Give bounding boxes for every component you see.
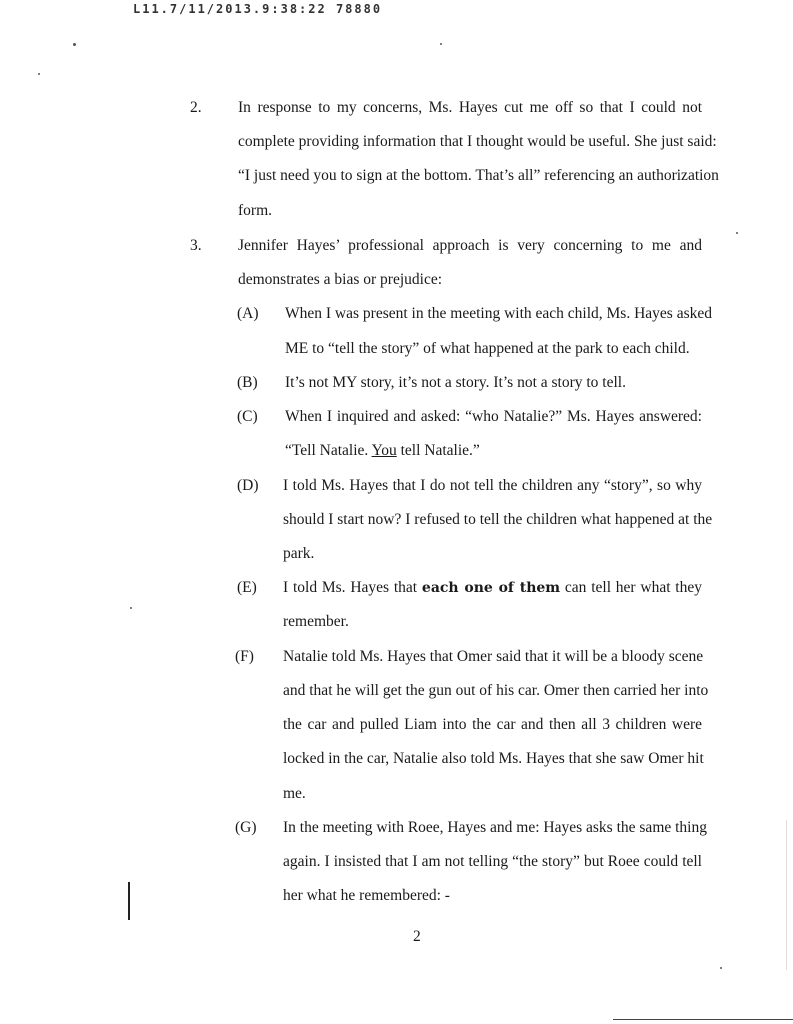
underlined-word: You	[371, 442, 397, 459]
sub-item-line	[283, 579, 702, 597]
quote-close: tell Natalie.”	[396, 442, 480, 459]
sub-item-line: locked in the car, Natalie also told Ms. Hayes that she saw Omer hit	[283, 750, 704, 767]
paragraph-line: form.	[238, 202, 273, 219]
scan-edge	[786, 820, 787, 970]
sub-item-line: park.	[283, 545, 315, 562]
paragraph-line: In response to my concerns, Ms. Hayes cut me off so that I could not	[238, 99, 702, 116]
sub-item-label: (C)	[237, 408, 258, 425]
scan-speck	[736, 232, 738, 234]
sub-item-line: should I start now? I refused to tell the children what happened at the	[283, 511, 713, 528]
paragraph-line: Jennifer Hayes’ professional approach is very concerning to me and	[238, 237, 702, 254]
sub-item-label: (G)	[235, 819, 257, 836]
sub-item-line: It’s not MY story, it’s not a story. It’s not a story to tell.	[285, 374, 626, 391]
sub-item-line: When I inquired and asked: “who Natalie?” Ms. Hayes answered:	[285, 408, 702, 425]
page-number: 2	[413, 928, 421, 945]
sub-item-label: (E)	[237, 579, 257, 596]
sub-item-label: (F)	[235, 648, 254, 665]
paragraph-line: demonstrates a bias or prejudice:	[238, 271, 443, 288]
sub-item-line	[285, 442, 480, 460]
paragraph-line: “I just need you to sign at the bottom. That’s all” referencing an authorization	[238, 167, 719, 184]
fax-header: L11.7/11/2013.9:38:22 78880	[133, 2, 383, 16]
text-run: I told Ms. Hayes that	[283, 579, 422, 596]
bold-phrase: each one of them	[421, 580, 561, 596]
sub-item-line: again. I insisted that I am not telling “the story” but Roee could tell	[283, 853, 702, 870]
sub-item-label: (A)	[237, 305, 259, 322]
paragraph-line: complete providing information that I thought would be useful. She just said:	[238, 133, 717, 150]
paragraph-number: 3.	[190, 237, 202, 254]
sub-item-line: Natalie told Ms. Hayes that Omer said that it will be a bloody scene	[283, 648, 704, 665]
sub-item-line: remember.	[283, 613, 349, 630]
scan-speck	[440, 43, 442, 45]
sub-item-line: me.	[283, 785, 306, 802]
text-run: can tell her what they	[560, 579, 702, 596]
sub-item-label: (B)	[237, 374, 258, 391]
scan-speck	[720, 967, 722, 969]
sub-item-line: In the meeting with Roee, Hayes and me: Hayes asks the same thing	[283, 819, 707, 836]
quote-open: “Tell Natalie.	[285, 442, 372, 459]
scan-speck	[38, 73, 40, 75]
sub-item-line: When I was present in the meeting with each child, Ms. Hayes asked	[285, 305, 712, 322]
scan-speck	[73, 43, 76, 46]
sub-item-line: I told Ms. Hayes that I do not tell the children any “story”, so why	[283, 477, 702, 494]
sub-item-line: the car and pulled Liam into the car and then all 3 children were	[283, 716, 702, 733]
scan-speck	[130, 607, 132, 609]
sub-item-label: (D)	[237, 477, 259, 494]
paragraph-number: 2.	[190, 99, 202, 116]
sub-item-line: ME to “tell the story” of what happened at the park to each child.	[285, 340, 690, 357]
margin-change-bar	[128, 882, 130, 920]
bottom-rule	[613, 1019, 793, 1020]
sub-item-line: her what he remembered: -	[283, 887, 450, 904]
sub-item-line: and that he will get the gun out of his car. Omer then carried her into	[283, 682, 709, 699]
